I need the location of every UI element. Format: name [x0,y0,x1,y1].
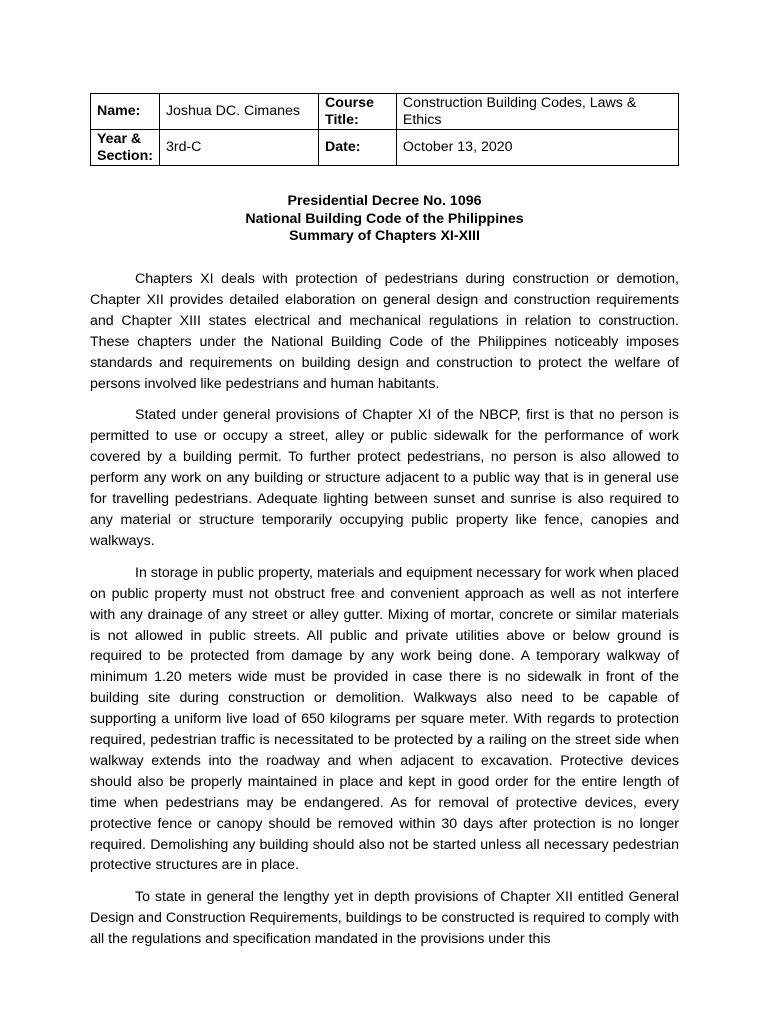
name-label: Name: [91,94,160,130]
summary-title: Summary of Chapters XI-XIII [289,228,480,244]
course-title-label: Course Title: [319,94,397,130]
header-row-2 [91,130,679,166]
body-text [90,269,679,961]
year-section-value: 3rd-C [159,130,318,166]
code-title: National Building Code of the Philippines [245,210,524,227]
document-title-block [90,193,679,246]
course-title-value: Construction Building Codes, Laws & Ethics [396,94,678,130]
name-value: Joshua DC. Cimanes [159,94,318,130]
paragraph-2: Stated under general provisions of Chapter XI of the NBCP, first is that no person is permitted to use or occupy a street, alley or public sidewalk for the performance of work covered by a building permit. To further protect pedestrians, no person is also allowed to perform any work on any building or structure adjacent to a public way that is in general use for travelling pedestrians. Adequate lighting between sunset and sunrise is also required to any material or structure temporarily occupying public property like fence, canopies and walkways. [90,407,679,549]
paragraph-4: To state in general the lengthy yet in depth provisions of Chapter XII entitled General Design and Construction Requirements, buildings to be constructed is required to comply with all the regulations and specification mandated in the provisions under this [90,889,679,948]
header-row-1 [91,94,679,130]
year-section-label: Year & Section: [91,130,160,166]
paragraph-1: Chapters XI deals with protection of pedestrians during construction or demotion, Chapter XII provides detailed elaboration on general design and construction requirements and Chapter XIII states electrical and mechanical regulations in relation to construction. These chapters under the National Building Code of the Philippines noticeably imposes standards and requirements on building design and construction to protect the welfare of persons involved like pedestrians and human habitants. [90,271,679,392]
date-value: October 13, 2020 [396,130,678,166]
paragraph-3: In storage in public property, materials and equipment necessary for work when placed on public property must not obstruct free and convenient approach as well as not interfere with any drainage of any street or alley gutter. Mixing of mortar, concrete or similar materials is not allowed in public streets. All public and private utilities above or below ground is required to be protected from damage by any work being done. A temporary walkway of minimum 1.20 meters wide must be provided in case there is no sidewalk in front of the building site during construction or demolition. Walkways also need to be capable of supporting a uniform live load of 650 kilograms per square meter. With regards to protection required, pedestrian traffic is necessitated to be protected by a railing on the street side when walkway extends into the roadway and when adjacent to excavation. Protective devices should also be properly maintained in place and kept in good order for the entire length of time when pedestrians may be endangered. As for removal of protective devices, every protective fence or canopy should be removed within 30 days after protection is no longer required. Demolishing any building should also not be started unless all necessary pedestrian protective structures are in place. [90,564,679,874]
header-info-table [90,93,679,166]
date-label: Date: [319,130,397,166]
decree-title: Presidential Decree No. 1096 [287,193,482,209]
